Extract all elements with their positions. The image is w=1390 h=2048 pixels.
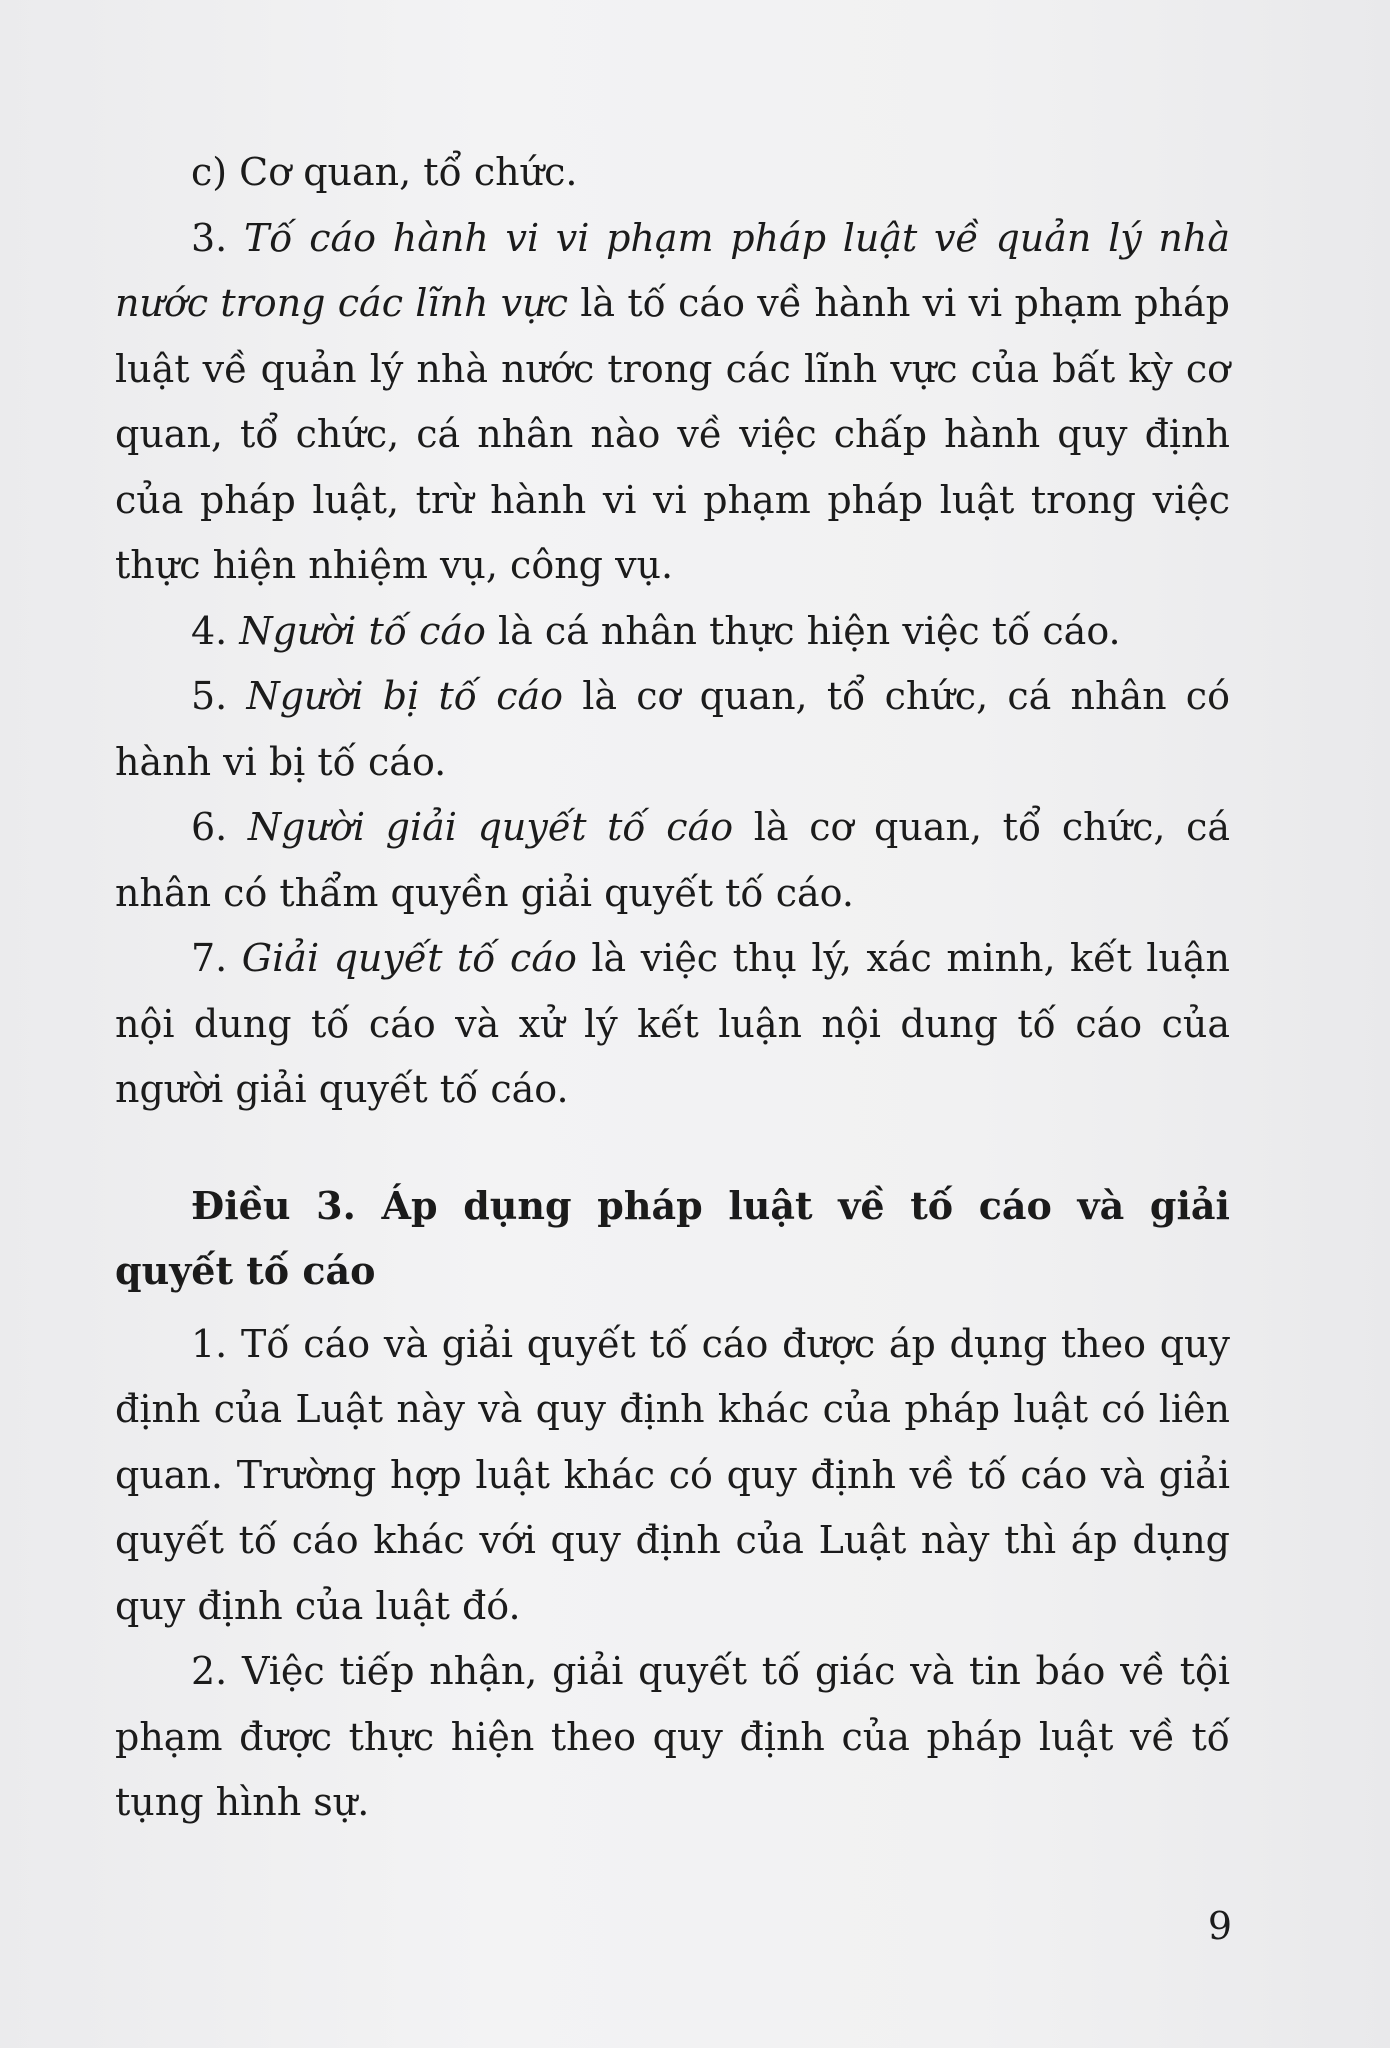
defined-term: Tố cáo hành vi vi phạm pháp luật về quản lý nhà nước trong các lĩnh vực bbox=[115, 215, 1230, 325]
definition-text: là cơ quan, tổ chức, cá nhân có hành vi bị tố cáo. bbox=[115, 674, 1230, 784]
page-body bbox=[115, 140, 1230, 1836]
definition-text: là việc thụ lý, xác minh, kết luận nội dung tố cáo và xử lý kết luận nội dung tố cáo của người giải quyết tố cáo. bbox=[115, 936, 1230, 1111]
article-3-heading: Điều 3. Áp dụng pháp luật về tố cáo và giải quyết tố cáo bbox=[115, 1182, 1230, 1293]
definition-item-5 bbox=[115, 664, 1230, 795]
page-number: 9 bbox=[1207, 1904, 1232, 1948]
item-number: 5. bbox=[191, 674, 228, 718]
definition-text: là cơ quan, tổ chức, cá nhân có thẩm quyền giải quyết tố cáo. bbox=[115, 805, 1231, 915]
definition-item-4 bbox=[115, 599, 1230, 665]
clause-c: c) Cơ quan, tổ chức. bbox=[191, 150, 578, 194]
item-number: 7. bbox=[191, 936, 228, 980]
definition-item-6 bbox=[115, 795, 1230, 926]
item-number: 3. bbox=[191, 215, 228, 260]
defined-term: Giải quyết tố cáo bbox=[241, 936, 577, 980]
defined-term: Người bị tố cáo bbox=[246, 674, 564, 718]
definition-item-3 bbox=[115, 206, 1230, 599]
item-number: 4. bbox=[191, 608, 228, 653]
defined-term: Người tố cáo bbox=[239, 608, 486, 653]
article-3-paragraph-1: 1. Tố cáo và giải quyết tố cáo được áp dụng theo quy định của Luật này và quy định khác của pháp luật có liên quan. Trường hợp luật khác có quy định về tố cáo và giải quyết tố cáo khác với quy định của Luật này thì áp dụng quy định của luật đó. bbox=[115, 1321, 1230, 1628]
definition-text: là tố cáo về hành vi vi phạm pháp luật về quản lý nhà nước trong các lĩnh vực của bất kỳ cơ quan, tổ chức, cá nhân nào về việc chấp hành quy định của pháp luật, trừ hành vi vi phạm pháp luật trong việc thực hiện nhiệm vụ, công vụ. bbox=[115, 281, 1230, 587]
definition-item-7 bbox=[115, 926, 1230, 1123]
item-number: 6. bbox=[191, 805, 228, 849]
definition-text: là cá nhân thực hiện việc tố cáo. bbox=[485, 608, 1121, 653]
defined-term: Người giải quyết tố cáo bbox=[247, 805, 734, 849]
article-3-paragraph-2: 2. Việc tiếp nhận, giải quyết tố giác và tin báo về tội phạm được thực hiện theo quy định của pháp luật về tố tụng hình sự. bbox=[115, 1649, 1230, 1824]
